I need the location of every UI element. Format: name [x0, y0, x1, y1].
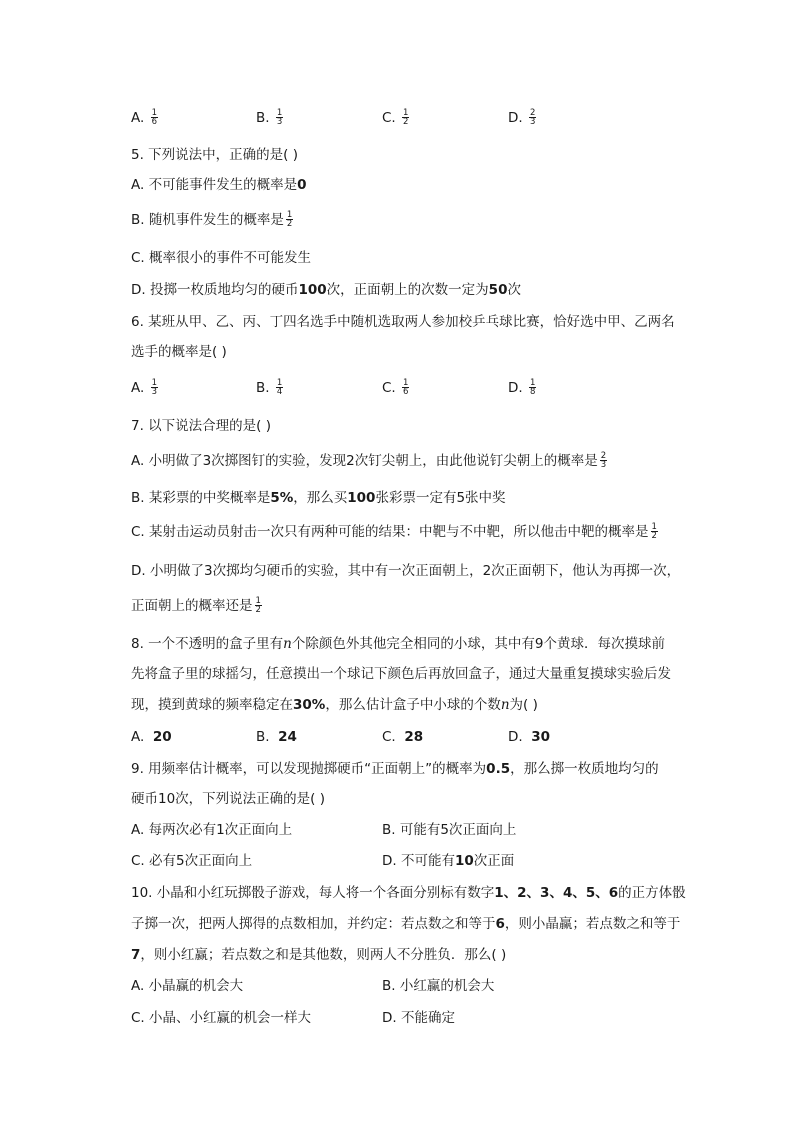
stem-value: 30%: [293, 697, 326, 713]
q10-option-b: B. 小红赢的机会大: [382, 978, 495, 994]
fraction-numerator: 1: [255, 596, 261, 606]
q6-option-d: [508, 378, 536, 398]
q8-option-b: [256, 727, 297, 747]
fraction-denominator: 6: [403, 387, 409, 397]
q8-option-d: [508, 727, 550, 747]
option-letter: C.: [382, 380, 396, 396]
fraction: [286, 211, 293, 229]
option-letter: A.: [131, 380, 145, 396]
stem-text: 个除颜色外其他完全相同的小球，其中有9个黄球．每次摸球前: [291, 636, 665, 652]
option-text: B. 随机事件发生的概率是: [131, 212, 284, 228]
q10-stem-line3: [131, 945, 506, 965]
option-value: 24: [278, 729, 297, 745]
option-text: A. 不可能事件发生的概率是: [131, 177, 298, 193]
option-letter: D.: [508, 380, 523, 396]
variable-n: n: [283, 636, 292, 652]
stem-text: 为( ): [509, 697, 538, 713]
q10-option-c: C. 小晶、小红赢的机会一样大: [131, 1010, 312, 1026]
option-letter: B.: [256, 729, 270, 745]
fraction-denominator: 4: [276, 387, 283, 397]
q6-option-b: [256, 378, 283, 398]
q8-stem-line1: [131, 634, 665, 654]
q7-option-c: [131, 522, 658, 542]
fraction: [402, 109, 409, 127]
q9-option-c: C. 必有5次正面向上: [131, 853, 253, 869]
option-letter: A.: [131, 110, 145, 126]
q8-option-c: [382, 727, 423, 747]
q4-option-a: [131, 108, 158, 128]
stem-text: 的正方体骰: [618, 885, 686, 901]
fraction-denominator: 6: [151, 117, 158, 127]
q5-option-a: [131, 175, 307, 195]
stem-value: 7: [131, 947, 141, 963]
q6-option-a: [131, 378, 158, 398]
option-value: 28: [404, 729, 424, 745]
stem-text: ，则小晶赢；若点数之和等于: [504, 916, 681, 932]
q4-option-b: [256, 108, 283, 128]
stem-text: ，那么估计盒子中小球的个数: [325, 697, 501, 713]
stem-value: 0.5: [486, 761, 511, 777]
q9-option-d: [382, 851, 514, 871]
fraction: [276, 109, 283, 127]
stem-text: ，那么掷一枚质地均匀的: [510, 761, 659, 777]
option-letter: C.: [382, 110, 396, 126]
fraction: [151, 109, 158, 127]
fraction: [529, 109, 536, 127]
q6-stem-line2: 选手的概率是( ): [131, 344, 227, 360]
q10-option-d: D. 不能确定: [382, 1010, 455, 1026]
fraction-denominator: 3: [529, 117, 536, 127]
option-text: ，那么买: [293, 490, 348, 506]
fraction: [276, 379, 283, 397]
fraction-numerator: 2: [600, 451, 607, 461]
option-value: 100: [298, 282, 327, 298]
q5-option-c: C. 概率很小的事件不可能发生: [131, 250, 312, 266]
q6-option-c: [382, 378, 409, 398]
option-value: 50: [488, 282, 508, 298]
option-value: 10: [454, 853, 474, 869]
q9-option-a: A. 每两次必有1次正面向上: [131, 822, 293, 838]
fraction: [600, 452, 607, 470]
q7-stem: 7. 以下说法合理的是( ): [131, 418, 271, 434]
option-text: 张彩票一定有5张中奖: [375, 490, 506, 506]
fraction-numerator: 1: [286, 210, 293, 220]
fraction-numerator: 1: [151, 108, 158, 118]
q7-option-d-line2: [131, 596, 262, 616]
stem-value: 1、2、3、4、5、6: [494, 885, 619, 901]
stem-text: 子掷一次，把两人掷得的点数相加，并约定：若点数之和等于: [131, 916, 496, 932]
q7-option-b: [131, 488, 506, 508]
fraction: [651, 523, 658, 541]
option-letter: D.: [508, 110, 523, 126]
option-value: 20: [152, 729, 172, 745]
fraction-numerator: 1: [403, 378, 409, 388]
fraction-denominator: 2: [255, 605, 261, 615]
fraction-denominator: 3: [600, 460, 607, 470]
option-text: 次正面: [473, 853, 515, 869]
q5-stem: 5. 下列说法中，正确的是( ): [131, 147, 298, 163]
q5-option-d: [131, 280, 521, 300]
fraction: [151, 379, 158, 397]
fraction: [402, 379, 409, 397]
option-text: D. 投掷一枚质地均匀的硬币: [131, 282, 299, 298]
fraction-denominator: 2: [651, 531, 657, 541]
option-letter: C.: [382, 729, 396, 745]
option-text: 次，正面朝上的次数一定为: [326, 282, 489, 298]
q8-stem-line3: [131, 695, 538, 715]
fraction-numerator: 1: [529, 378, 536, 388]
fraction: [529, 379, 536, 397]
option-value: 0: [297, 177, 307, 193]
option-text: A. 小明做了3次掷图钉的实验，发现2次钉尖朝上，由此他说钉尖朝上的概率是: [131, 453, 598, 469]
q7-option-d-line1: D. 小明做了3次掷均匀硬币的实验，其中有一次正面朝上，2次正面朝下，他认为再掷一次，: [131, 563, 681, 579]
option-value: 30: [531, 729, 551, 745]
fraction-numerator: 1: [651, 522, 657, 532]
fraction-numerator: 1: [151, 378, 158, 388]
option-letter: A.: [131, 729, 145, 745]
fraction-numerator: 2: [529, 108, 536, 118]
option-text: D. 不可能有: [382, 853, 455, 869]
stem-text: 8. 一个不透明的盒子里有: [131, 636, 284, 652]
fraction-denominator: 3: [151, 387, 158, 397]
option-text: B. 某彩票的中奖概率是: [131, 490, 271, 506]
q10-option-a: A. 小晶赢的机会大: [131, 978, 244, 994]
q4-option-d: [508, 108, 536, 128]
fraction-denominator: 8: [529, 387, 536, 397]
q10-stem-line1: [131, 883, 686, 903]
fraction-numerator: 1: [276, 108, 283, 118]
variable-n: n: [500, 697, 510, 713]
q8-stem-line2: 先将盒子里的球摇匀，任意摸出一个球记下颜色后再放回盒子，通过大量重复摸球实验后发: [131, 666, 671, 682]
fraction-denominator: 3: [276, 117, 283, 127]
stem-text: 9. 用频率估计概率，可以发现抛掷硬币“正面朝上”的概率为: [131, 761, 487, 777]
option-value: 5%: [270, 490, 294, 506]
q10-stem-line2: [131, 914, 680, 934]
fraction-denominator: 2: [403, 117, 409, 127]
stem-value: 6: [495, 916, 505, 932]
fraction-numerator: 1: [276, 378, 283, 388]
q5-option-b: [131, 210, 293, 230]
option-text: C. 某射击运动员射击一次只有两种可能的结果：中靶与不中靶，所以他击中靶的概率是: [131, 524, 649, 540]
q6-stem-line1: 6. 某班从甲、乙、丙、丁四名选手中随机选取两人参加校乒乓球比赛，恰好选中甲、乙两名: [131, 314, 675, 330]
option-letter: B.: [256, 380, 270, 396]
fraction-denominator: 2: [286, 219, 293, 229]
q4-option-c: [382, 108, 409, 128]
q9-stem-line1: [131, 759, 659, 779]
q7-option-a: [131, 451, 607, 471]
option-text: 次: [507, 282, 521, 298]
option-letter: B.: [256, 110, 270, 126]
q8-option-a: [131, 727, 172, 747]
fraction: [255, 597, 262, 615]
option-text: 正面朝上的概率还是: [131, 598, 253, 614]
q9-stem-line2: 硬币10次，下列说法正确的是( ): [131, 791, 326, 807]
fraction-numerator: 1: [403, 108, 409, 118]
q9-option-b: B. 可能有5次正面向上: [382, 822, 517, 838]
stem-text: 10. 小晶和小红玩掷骰子游戏，每人将一个各面分别标有数字: [131, 885, 495, 901]
stem-text: ，则小红赢；若点数之和是其他数，则两人不分胜负．那么( ): [140, 947, 507, 963]
option-value: 100: [347, 490, 376, 506]
option-letter: D.: [508, 729, 523, 745]
stem-text: 现，摸到黄球的频率稳定在: [131, 697, 293, 713]
